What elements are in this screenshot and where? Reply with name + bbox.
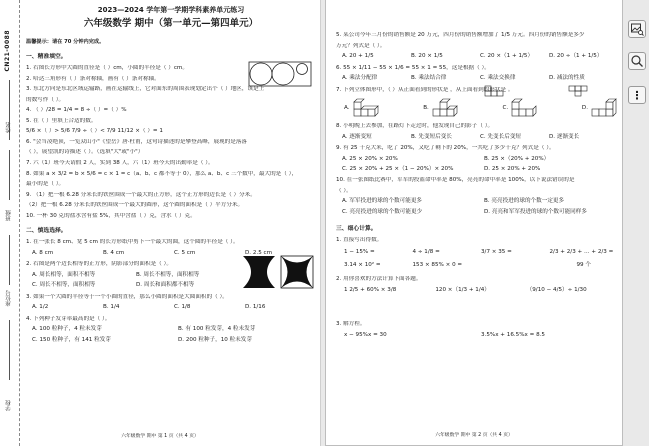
- section-choice-title: 二、慎选选择。: [26, 228, 67, 235]
- choice-option: A. 军军投进的球的个数可能更多: [342, 198, 423, 205]
- choice-option: C. 25 × 20% + 25 ×（1 − 20%）× 20%: [342, 166, 454, 173]
- choice-option: A. 乘法分配律: [342, 75, 378, 82]
- more-icon[interactable]: ⋮: [628, 86, 646, 104]
- choice-question: 1. 在一张长 8 cm、宽 5 cm 的长方形纸中剪下一个最大的圆，这个圆的半径是（ ）。: [26, 239, 239, 246]
- calc-row: [344, 262, 618, 270]
- rail-line: [9, 235, 10, 285]
- choice-question: 4. 下列种子发芽率最高的是（ ）。: [26, 315, 111, 322]
- cube-stack-figure: [590, 97, 618, 119]
- fill-question: （ ），展望凯的诗描述（ ）。（选填"大"或"小"）: [26, 149, 144, 156]
- choice-option: C. 亮亮投进的球的个数可能更少: [342, 208, 423, 215]
- section-fill-title: 一、精准填空。: [26, 54, 67, 61]
- choice-option: C.: [502, 104, 509, 111]
- exam-code: CN21-0088: [4, 30, 11, 72]
- shaded-square-figure: [280, 255, 314, 289]
- section-calc-title: 三、细心计算。: [336, 226, 377, 233]
- choice-option: D. 25 × 20% + 20%: [484, 166, 541, 173]
- fill-question: （2）把一根 6.28 分米长的铁丝围成一个最大的圆形，这个圆的面积是（ ）平方分米。: [26, 202, 244, 209]
- choice-option: D.: [581, 104, 588, 111]
- fill-question: 8. 如果 a × 3/2 = b × 5/6 = c × 1 = c（a、b、c 都不等于 0），那么 a、b、c 三个数中，最大的是（ ），: [26, 170, 298, 177]
- image-search-icon[interactable]: [628, 20, 646, 38]
- calc-item: 3/7 × 35 =: [481, 248, 512, 255]
- calc-item: （9/10 − 4/5）÷ 1/30: [526, 287, 587, 294]
- choice-question: 2. 右图是两个边长相等的正方形，阴影部分的面积是（ ）。: [26, 261, 172, 268]
- cube-stack-figure: [431, 97, 459, 119]
- choice-option: D. 200 粒种子，10 粒未发芽: [178, 337, 252, 344]
- calc-item: 99 个: [576, 262, 591, 269]
- shaded-square-figure: [242, 255, 276, 289]
- binding-rail: [0, 0, 20, 446]
- choice-option: B.: [423, 104, 429, 111]
- search-icon-glyph: [629, 53, 645, 69]
- page-footer: 六年级数学 期中 第 1 页（共 4 页）: [121, 433, 199, 439]
- calc-row: [344, 332, 618, 340]
- rail-label-name: 姓名: [6, 122, 12, 133]
- circles-figure: [248, 61, 312, 87]
- exam-page-1: [0, 0, 321, 446]
- choice-option: C. 150 粒种子，有 141 粒发芽: [32, 337, 111, 344]
- fill-question: 7. 六（1）班今天请假 2 人，实到 38 人，六（1）班今天的出勤率是（ ）。: [26, 160, 214, 166]
- squares-figure: [242, 255, 314, 289]
- choice-question: 9. 有 25 千克大米，吃了 20%，又吃了剩下的 20%，一共吃了多少千克？列式是（ ）。: [336, 145, 555, 152]
- choice-option: A. 100 粒种子，4 粒未发芽: [32, 326, 102, 333]
- choice-option: C. 周长不相等，面积相等: [32, 282, 96, 289]
- choice-option: C. 乘法交换律: [480, 75, 516, 82]
- calc-item: 1 2/5 + 60% × 3/8: [344, 287, 397, 294]
- choice-option: B. 20 × 1/5: [411, 53, 443, 60]
- fill-question: 5/6 ×（ ）> 5/6 7/9 ÷（ ）< 7/9 11/12 ×（ ）= 1: [26, 128, 163, 135]
- choice-option: B. 乘法结合律: [411, 75, 447, 82]
- top-view-figure: [568, 85, 590, 97]
- calc-item: 120 ×（1/3 + 1/4）: [435, 287, 490, 294]
- calc-item: [481, 262, 550, 270]
- rail-label-school: 学校: [6, 400, 12, 411]
- choice-option: D. 1/16: [245, 304, 266, 311]
- choice-option: B. 1/4: [103, 304, 120, 311]
- fill-question: 的数写作（ ）。: [26, 96, 65, 103]
- fill-question: 9. （1）把一根 6.28 分米长的铁丝围成一个最大的正方形，这个正方形的边长是（ ）分米。: [26, 191, 256, 198]
- fill-question: 最小的是（ ）。: [26, 181, 65, 188]
- calc-row: [344, 249, 618, 257]
- choice-options: [342, 53, 618, 61]
- choice-options: [32, 304, 316, 312]
- choice-option: C. 5 cm: [174, 249, 196, 256]
- rail-label-seat: 座位号: [6, 290, 12, 307]
- choice-option: B. 有 100 粒发芽，4 粒未发芽: [178, 326, 256, 333]
- choice-option: C. 1/8: [174, 304, 191, 311]
- calc-subtitle: 2. 用你喜欢的方法计算下面各题。: [336, 275, 422, 282]
- front-view-figure: [484, 85, 506, 97]
- calc-subtitle: 3. 解方程。: [336, 320, 366, 327]
- choice-question: 10. 在一张图纸比赛中，军军的投篮命中率是 80%，亮亮的命中率是 100%，以下说法错误的是: [336, 177, 575, 184]
- calc-item: 3.14 × 10² =: [344, 262, 381, 269]
- choice-question: 6. 55 × 1/11 − 55 × 1/6 = 55 × 1 = 55，这是根据（ ）。: [336, 64, 490, 71]
- choice-option: B. 亮亮投进的球的个数一定更多: [484, 198, 565, 205]
- fill-question: 6. "会当凌绝顶，一览众山小"《望岳》唐·杜甫，这句诗描述的是攀登高峰，展现的是落落: [26, 138, 248, 145]
- page-footer: 六年级数学 期中 第 2 页（共 4 页）: [435, 432, 513, 438]
- choice-option: A. 周长相等，面积不相等: [32, 271, 96, 278]
- choice-option: A. 8 cm: [32, 249, 54, 256]
- choice-option: B. 25 ×（20% + 20%）: [484, 155, 550, 162]
- choice-option: B. 周长不相等，面积相等: [136, 271, 200, 278]
- choice-option: C. 20 ×（1 + 1/5）: [480, 53, 534, 60]
- choice-option: D. 周长和面积都不相等: [136, 282, 195, 289]
- choice-option: D. 2.5 cm: [245, 249, 273, 256]
- choice-question-cont: 万元？列式是（ ）。: [336, 42, 386, 49]
- exam-page-2: [325, 0, 623, 446]
- cube-stack-figure: [352, 97, 380, 119]
- fill-question: 4. （ ）/28 = 1/4 = 8 ÷（ ）=（ ）%: [26, 107, 127, 114]
- choice-question: 7. 下列立体图形中，（ ）从正面看到的形状是 ，从上面看到的形状是 。: [336, 86, 514, 93]
- choice-option: A. 逐渐变短: [342, 133, 372, 140]
- choice-option: A. 20 + 1/5: [342, 53, 374, 60]
- choice-option: D. 减法的性质: [549, 75, 585, 82]
- exam-title-line1: 2023—2024 学年第一学期学科素养单元练习: [97, 6, 245, 14]
- calc-item: 153 × 85% × 0 =: [412, 262, 463, 269]
- choice-option: D. 亮亮和军军投进的球的个数可能同样多: [484, 208, 587, 215]
- search-icon[interactable]: [628, 52, 646, 70]
- choice-option: D. 20 ÷（1 + 1/5）: [549, 53, 603, 60]
- choice-question: 5. 某公司今年三月份的销售额是 20 万元，四月份的销售额增加了 1/5 万元。四月份的销售额是多少: [336, 32, 585, 38]
- choice-question: 3. 如果一个大圆的半径等于一个小圆的直径，那么小圆的面积是大圆面积的（ ）。: [26, 293, 228, 300]
- exam-note: 温馨提示：请在 70 分钟内完成。: [26, 39, 105, 46]
- choice-question: 8. 小明晚上去参加，在路灯下走过时，他发现自己的影子（ ）。: [336, 123, 494, 130]
- calc-item: 2/3 + 2/3 + … + 2/3 =: [549, 248, 614, 255]
- exam-title-line2: 六年级数学 期中（第一单元—第四单元）: [83, 18, 259, 30]
- calc-subtitle: 1. 直接写出得数。: [336, 237, 383, 244]
- rail-label-class: 班级: [6, 210, 12, 221]
- calc-item: 1 − 15% =: [344, 248, 375, 255]
- cube-options: [344, 97, 618, 119]
- choice-option: A.: [344, 104, 350, 111]
- choice-option: D. 逐渐变长: [549, 133, 580, 140]
- choice-options: [342, 134, 618, 142]
- fill-question: 1. 右图长方形中大圆的直径是（ ）cm，小圆的半径是（ ）cm。: [26, 65, 188, 72]
- calc-item: 3.5%x + 16.5%x = 8.5: [481, 332, 545, 339]
- image-search-icon-glyph: [629, 21, 645, 37]
- choice-option: B. 4 cm: [103, 249, 125, 256]
- choice-option: B. 先变短后变长: [411, 133, 452, 140]
- rail-line: [9, 150, 10, 200]
- fill-question: 10. 一杯 30 克的盐水含有盐 5%，其中含盐（ ）克，含水（ ）克。: [26, 212, 196, 219]
- rail-line: [9, 320, 10, 380]
- choice-option: C. 先变长后变短: [480, 133, 522, 140]
- fill-question: 2. 哈达三角形有（ ）条对称轴，画有（ ）条对称轴。: [26, 75, 160, 82]
- calc-row: [344, 287, 618, 295]
- calc-item: 4 ÷ 1/8 =: [412, 248, 440, 255]
- choice-options: [342, 75, 618, 83]
- choice-option: A. 1/2: [32, 304, 49, 311]
- cube-stack-figure: [510, 97, 538, 119]
- choice-option: A. 25 × 20% × 20%: [342, 155, 398, 162]
- fill-question: 5. 在（ ）里填上合适的数。: [26, 117, 97, 124]
- calc-item: x − 95%x = 30: [344, 332, 387, 339]
- fill-question: 3. 东北方向是东北区域运输路，画在运输线上，它对面东的周围表现划定出个（ ）地区，该是上: [26, 86, 265, 93]
- choice-question-cont: （ ）。: [336, 187, 352, 194]
